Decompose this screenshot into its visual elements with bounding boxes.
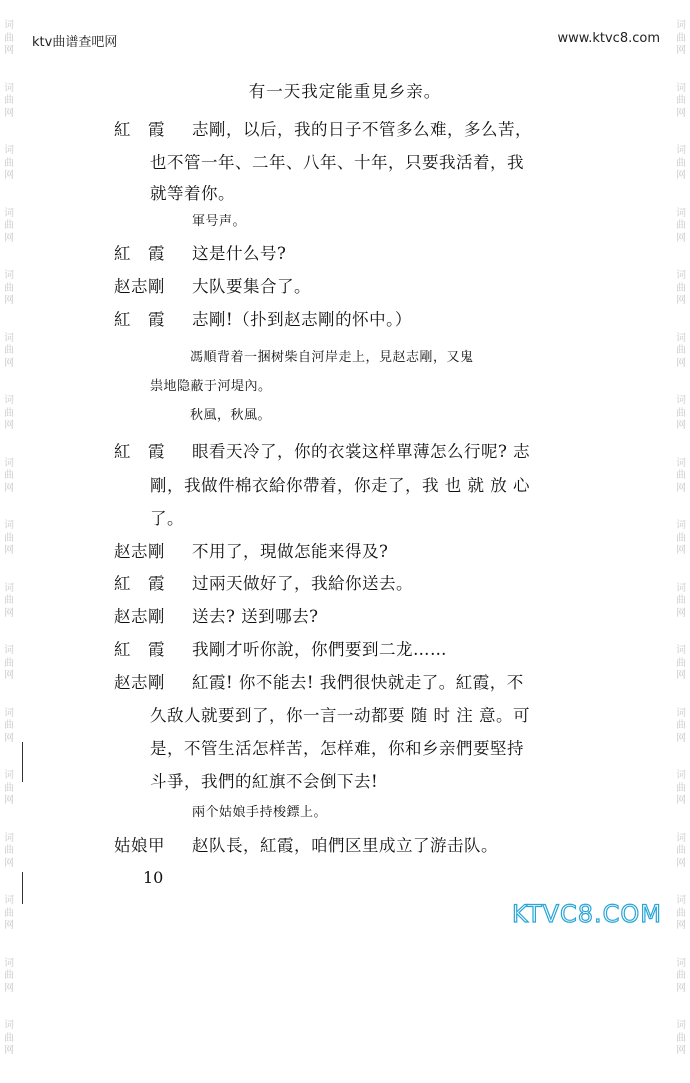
dialogue-line: 紅霞! 你不能去! 我們很快就走了。紅霞，不: [192, 673, 524, 692]
scan-edge-line: [22, 742, 23, 782]
dialogue-line: 志剛，以后，我的日子不管多么难，多么苦，: [192, 120, 532, 139]
speaker-label: 紅 霞: [114, 574, 165, 593]
dialogue-line: 斗爭，我們的紅旗不会倒下去!: [150, 772, 379, 791]
speaker-label: 紅 霞: [114, 244, 165, 263]
speaker-label: 紅 霞: [114, 310, 165, 329]
dialogue-line: 不用了，現做怎能来得及?: [192, 542, 389, 561]
dialogue-line: 剛，我做件棉衣給你帶着，你走了，我 也 就 放 心: [150, 476, 530, 495]
site-logo: KTVC8.COM: [512, 900, 662, 928]
dialogue-line: 就等着你。: [150, 184, 235, 203]
speaker-label: 赵志剛: [114, 542, 165, 561]
speaker-label: 紅 霞: [114, 120, 165, 139]
dialogue-line: 久敌人就要到了，你一言一动都要 随 时 注 意。可: [150, 706, 530, 725]
right-watermark-column: 词 曲 网 词 曲 网 词 曲 网 词 曲 网 词 曲 网 词 曲 网 词 曲 网 词 曲 网 词 曲 网 词 曲 网 词 曲 网 词 曲 网 词 曲 网 词 曲 网 词 曲 网 词 曲 网 词 曲 网: [676, 20, 686, 1056]
dialogue-line: 了。: [150, 509, 184, 528]
header-site-name: ktv曲谱查吧网: [32, 35, 118, 50]
header-site-url: www.ktvc8.com: [557, 31, 660, 46]
dialogue-line: 是，不管生活怎样苦，怎样难，你和乡亲們要堅持: [150, 739, 524, 758]
speaker-label: 紅 霞: [114, 640, 165, 659]
stage-direction: 兩个姑娘手持梭鏢上。: [192, 805, 328, 820]
dialogue-line: 大队要集合了。: [192, 277, 311, 296]
stage-direction: 馮順背着一捆树柴自河岸走上，見赵志剛，又鬼: [190, 350, 474, 365]
stage-direction: 秋風，秋風。: [190, 408, 272, 423]
speaker-label: 赵志剛: [114, 277, 165, 296]
dialogue-line: 眼看天冷了，你的衣裳这样單薄怎么行呢? 志: [192, 442, 531, 461]
dialogue-line: 过兩天做好了，我給你送去。: [192, 574, 413, 593]
speaker-label: 姑娘甲: [114, 836, 165, 855]
dialogue-line: 送去? 送到哪去?: [192, 607, 319, 626]
page-number: 10: [143, 868, 164, 887]
stage-direction: 祟地隐蔽于河堤內。: [150, 379, 272, 394]
speaker-label: 紅 霞: [114, 442, 165, 461]
stage-direction: 軍号声。: [192, 214, 247, 229]
speaker-label: 赵志剛: [114, 607, 165, 626]
left-watermark-column: 词 曲 网 词 曲 网 词 曲 网 词 曲 网 词 曲 网 词 曲 网 词 曲 网 词 曲 网 词 曲 网 词 曲 网 词 曲 网 词 曲 网 词 曲 网 词 曲 网 词 曲 网 词 曲 网 词 曲 网: [4, 20, 14, 1056]
scan-edge-line: [22, 872, 23, 904]
scene-line-title: 有一天我定能重見乡亲。: [248, 82, 442, 101]
dialogue-line: 这是什么号?: [192, 244, 287, 263]
dialogue-line: 志剛!（扑到赵志剛的怀中。）: [192, 310, 412, 329]
dialogue-line: 也不管一年、二年、八年、十年，只要我活着，我: [150, 153, 524, 172]
dialogue-line: 赵队長，紅霞，咱們区里成立了游击队。: [192, 836, 498, 855]
dialogue-line: 我剛才听你說，你們要到二龙……: [192, 640, 447, 659]
speaker-label: 赵志剛: [114, 673, 165, 692]
